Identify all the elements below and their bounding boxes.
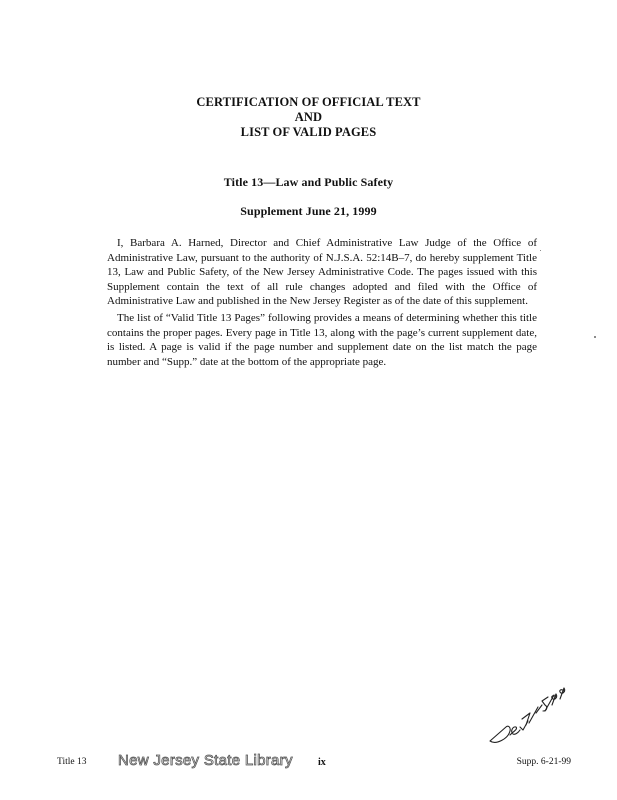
valid-pages-paragraph: The list of “Valid Title 13 Pages” following provides a means of determining whether this title contains the proper pages. Every page in Title 13, along with the page’s current supplement date, is listed. A page is valid if the page number and supplement date on the list match the page number and “Supp.” date at the bottom of the appropriate page. — [107, 312, 537, 368]
footer-supplement-date: Supp. 6-21-99 — [516, 757, 571, 767]
certification-paragraph: I, Barbara A. Harned, Director and Chief Administrative Law Judge of the Office of Administrative Law, pursuant to the authority of N.J.S.A. 52:14B–7, do hereby supplement Title 13, Law and Public Safety, of the New Jersey Administrative Code. The pages issued with this Supplement contain the text of all rule changes adopted and filed with the Office of Administrative Law and published in the New Jersey Register as of the date of this supplement. — [107, 237, 537, 308]
page-number: ix — [318, 757, 326, 768]
certification-heading: CERTIFICATION OF OFFICIAL TEXT — [196, 95, 421, 109]
scan-speck — [540, 250, 541, 251]
scan-speck — [594, 336, 596, 338]
valid-pages-heading: LIST OF VALID PAGES — [240, 125, 377, 139]
heading-and: AND — [294, 110, 323, 124]
footer-title: Title 13 — [57, 757, 87, 767]
supplement-date-heading: Supplement June 21, 1999 — [240, 204, 377, 218]
handwritten-initials-signature — [482, 683, 578, 753]
title-heading: Title 13—Law and Public Safety — [223, 175, 394, 189]
library-stamp: New Jersey State Library — [118, 752, 293, 769]
